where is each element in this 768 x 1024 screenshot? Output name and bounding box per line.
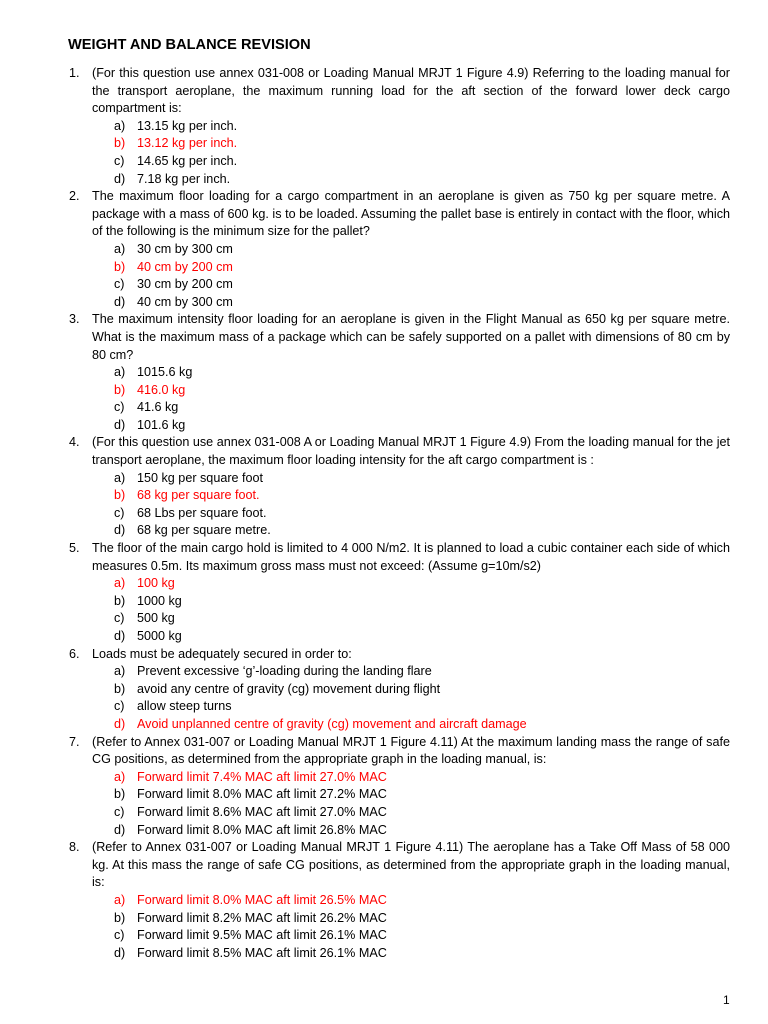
question-1 xyxy=(0,65,768,188)
option-label: d) xyxy=(114,523,126,538)
answer-option xyxy=(0,628,768,646)
question-text: (Refer to Annex 031-007 or Loading Manual MRJT 1 Figure 4.11) The aeroplane has a Take Off Mass of 58 000 kg. At this mass the range of safe CG positions, as determined from the appropriate graph in the loading manual, is: xyxy=(92,840,730,890)
question-text: (Refer to Annex 031-007 or Loading Manual MRJT 1 Figure 4.11) At the maximum landing mass the range of safe CG positions, as determined from the appropriate graph in the loading manual, is: xyxy=(92,734,730,767)
option-label: d) xyxy=(114,417,126,432)
option-label: a) xyxy=(114,118,126,133)
option-label: b) xyxy=(114,787,126,802)
answer-option xyxy=(0,927,768,945)
answer-option xyxy=(0,364,768,382)
answer-option xyxy=(0,276,768,294)
question-7 xyxy=(0,734,768,840)
answer-option-correct xyxy=(0,716,768,734)
question-number: 1. xyxy=(69,66,80,80)
answer-option-correct xyxy=(0,259,768,277)
question-3 xyxy=(0,311,768,434)
answer-option xyxy=(0,945,768,963)
question-text: (For this question use annex 031-008 or Loading Manual MRJT 1 Figure 4.9) Referring to the loading manual for the transport aeroplane, the maximum running load for the aft section of the forward lower deck cargo compartment is: xyxy=(92,66,730,116)
question-text: Loads must be adequately secured in order to: xyxy=(92,646,352,661)
answer-option xyxy=(0,399,768,417)
answer-option xyxy=(0,171,768,189)
answer-option xyxy=(0,681,768,699)
option-text: 68 Lbs per square foot. xyxy=(137,505,267,520)
option-label: d) xyxy=(114,294,126,309)
option-label: c) xyxy=(114,400,125,415)
option-text: 30 cm by 200 cm xyxy=(137,277,233,292)
option-label: c) xyxy=(114,804,125,819)
option-text: Forward limit 8.0% MAC aft limit 26.8% MAC xyxy=(137,822,387,837)
question-list xyxy=(0,65,768,962)
option-label: d) xyxy=(114,822,126,837)
option-text: 101.6 kg xyxy=(137,417,186,432)
answer-option-correct xyxy=(0,892,768,910)
question-number: 7. xyxy=(69,734,80,749)
option-label: b) xyxy=(114,488,126,503)
answer-option xyxy=(0,804,768,822)
option-text: Forward limit 8.6% MAC aft limit 27.0% MAC xyxy=(137,804,387,819)
option-label: b) xyxy=(114,136,126,151)
question-4 xyxy=(0,434,768,540)
question-number: 6. xyxy=(69,646,80,661)
option-text: 100 kg xyxy=(137,576,175,591)
option-label: d) xyxy=(114,945,126,960)
question-5 xyxy=(0,540,768,646)
option-text: allow steep turns xyxy=(137,699,232,714)
answer-option-correct xyxy=(0,769,768,787)
option-label: c) xyxy=(114,153,125,168)
option-text: Forward limit 8.0% MAC aft limit 26.5% MAC xyxy=(137,892,387,907)
option-list xyxy=(0,769,768,839)
option-label: d) xyxy=(114,716,126,731)
answer-option xyxy=(0,786,768,804)
answer-option xyxy=(0,610,768,628)
option-label: c) xyxy=(114,611,125,626)
question-number: 8. xyxy=(69,840,80,855)
option-text: 68 kg per square metre. xyxy=(137,523,271,538)
option-label: d) xyxy=(114,171,126,186)
answer-option xyxy=(0,593,768,611)
question-number: 3. xyxy=(69,312,80,327)
answer-option-correct xyxy=(0,575,768,593)
page-number: 1 xyxy=(723,993,730,1007)
question-8 xyxy=(0,839,768,962)
option-text: Prevent excessive ‘g’-loading during the landing flare xyxy=(137,664,432,679)
option-label: c) xyxy=(114,699,125,714)
option-text: 150 kg per square foot xyxy=(137,470,264,485)
option-text: 13.15 kg per inch. xyxy=(137,118,238,133)
option-text: 14.65 kg per inch. xyxy=(137,153,238,168)
option-label: c) xyxy=(114,277,125,292)
option-text: 500 kg xyxy=(137,611,175,626)
option-label: a) xyxy=(114,769,126,784)
question-text: The maximum floor loading for a cargo compartment in an aeroplane is given as 750 kg per square metre. A package with a mass of 600 kg. is to be loaded. Assuming the pallet base is entirely in contact with the floor, which of the following is the minimum size for the pallet? xyxy=(92,189,730,239)
answer-option-correct xyxy=(0,135,768,153)
option-label: a) xyxy=(114,470,126,485)
option-label: c) xyxy=(114,928,125,943)
option-text: Forward limit 9.5% MAC aft limit 26.1% MAC xyxy=(137,928,387,943)
question-text: (For this question use annex 031-008 A or Loading Manual MRJT 1 Figure 4.9) From the loading manual for the jet transport aeroplane, the maximum floor loading intensity for the aft cargo compartment is : xyxy=(92,435,730,468)
option-text: 40 cm by 200 cm xyxy=(137,259,233,274)
option-text: Forward limit 8.5% MAC aft limit 26.1% MAC xyxy=(137,945,387,960)
document-title: WEIGHT AND BALANCE REVISION xyxy=(68,37,311,53)
option-text: 40 cm by 300 cm xyxy=(137,294,233,309)
option-text: 1015.6 kg xyxy=(137,365,193,380)
option-text: 1000 kg xyxy=(137,593,182,608)
option-list xyxy=(0,118,768,188)
answer-option-correct xyxy=(0,382,768,400)
question-number: 4. xyxy=(69,435,80,450)
option-label: a) xyxy=(114,664,126,679)
answer-option xyxy=(0,294,768,312)
option-text: 30 cm by 300 cm xyxy=(137,241,233,256)
option-text: avoid any centre of gravity (cg) movement during flight xyxy=(137,681,441,696)
option-label: d) xyxy=(114,629,126,643)
option-label: b) xyxy=(114,681,126,696)
question-2 xyxy=(0,188,768,311)
answer-option xyxy=(0,118,768,136)
answer-option xyxy=(0,663,768,681)
option-list xyxy=(0,663,768,733)
answer-option xyxy=(0,470,768,488)
answer-option xyxy=(0,241,768,259)
option-label: b) xyxy=(114,910,126,925)
option-text: Forward limit 8.2% MAC aft limit 26.2% MAC xyxy=(137,910,387,925)
answer-option xyxy=(0,698,768,716)
option-text: 416.0 kg xyxy=(137,382,186,397)
option-text: Forward limit 8.0% MAC aft limit 27.2% MAC xyxy=(137,787,387,802)
option-label: a) xyxy=(114,576,126,591)
option-label: b) xyxy=(114,259,126,274)
question-number: 2. xyxy=(69,189,80,204)
option-label: b) xyxy=(114,382,126,397)
question-text: The maximum intensity floor loading for an aeroplane is given in the Flight Manual as 650 kg per square metre. What is the maximum mass of a package which can be safely supported on a pallet with dimensions of 80 cm by 80 cm? xyxy=(92,312,730,362)
answer-option xyxy=(0,153,768,171)
option-label: a) xyxy=(114,892,126,907)
option-list xyxy=(0,575,768,645)
option-text: 13.12 kg per inch. xyxy=(137,136,238,151)
option-label: a) xyxy=(114,241,126,256)
option-text: Avoid unplanned centre of gravity (cg) movement and aircraft damage xyxy=(137,716,527,731)
option-text: 7.18 kg per inch. xyxy=(137,171,231,186)
option-label: a) xyxy=(114,365,126,380)
option-label: b) xyxy=(114,593,126,608)
answer-option xyxy=(0,822,768,840)
option-text: 68 kg per square foot. xyxy=(137,488,260,503)
answer-option xyxy=(0,505,768,523)
option-label: c) xyxy=(114,505,125,520)
question-number: 5. xyxy=(69,541,80,556)
option-text: Forward limit 7.4% MAC aft limit 27.0% MAC xyxy=(137,769,387,784)
option-text: 5000 kg xyxy=(137,629,182,643)
question-text: The floor of the main cargo hold is limited to 4 000 N/m2. It is planned to load a cubic container each side of which measures 0.5m. Its maximum gross mass must not exceed: (Assume g=10m/s2) xyxy=(92,541,730,573)
question-6 xyxy=(0,646,768,734)
answer-option xyxy=(0,522,768,540)
option-text: 41.6 kg xyxy=(137,400,179,415)
option-list xyxy=(0,892,768,962)
answer-option xyxy=(0,910,768,928)
option-list xyxy=(0,470,768,540)
answer-option xyxy=(0,417,768,435)
option-list xyxy=(0,364,768,434)
option-list xyxy=(0,241,768,311)
answer-option-correct xyxy=(0,487,768,505)
